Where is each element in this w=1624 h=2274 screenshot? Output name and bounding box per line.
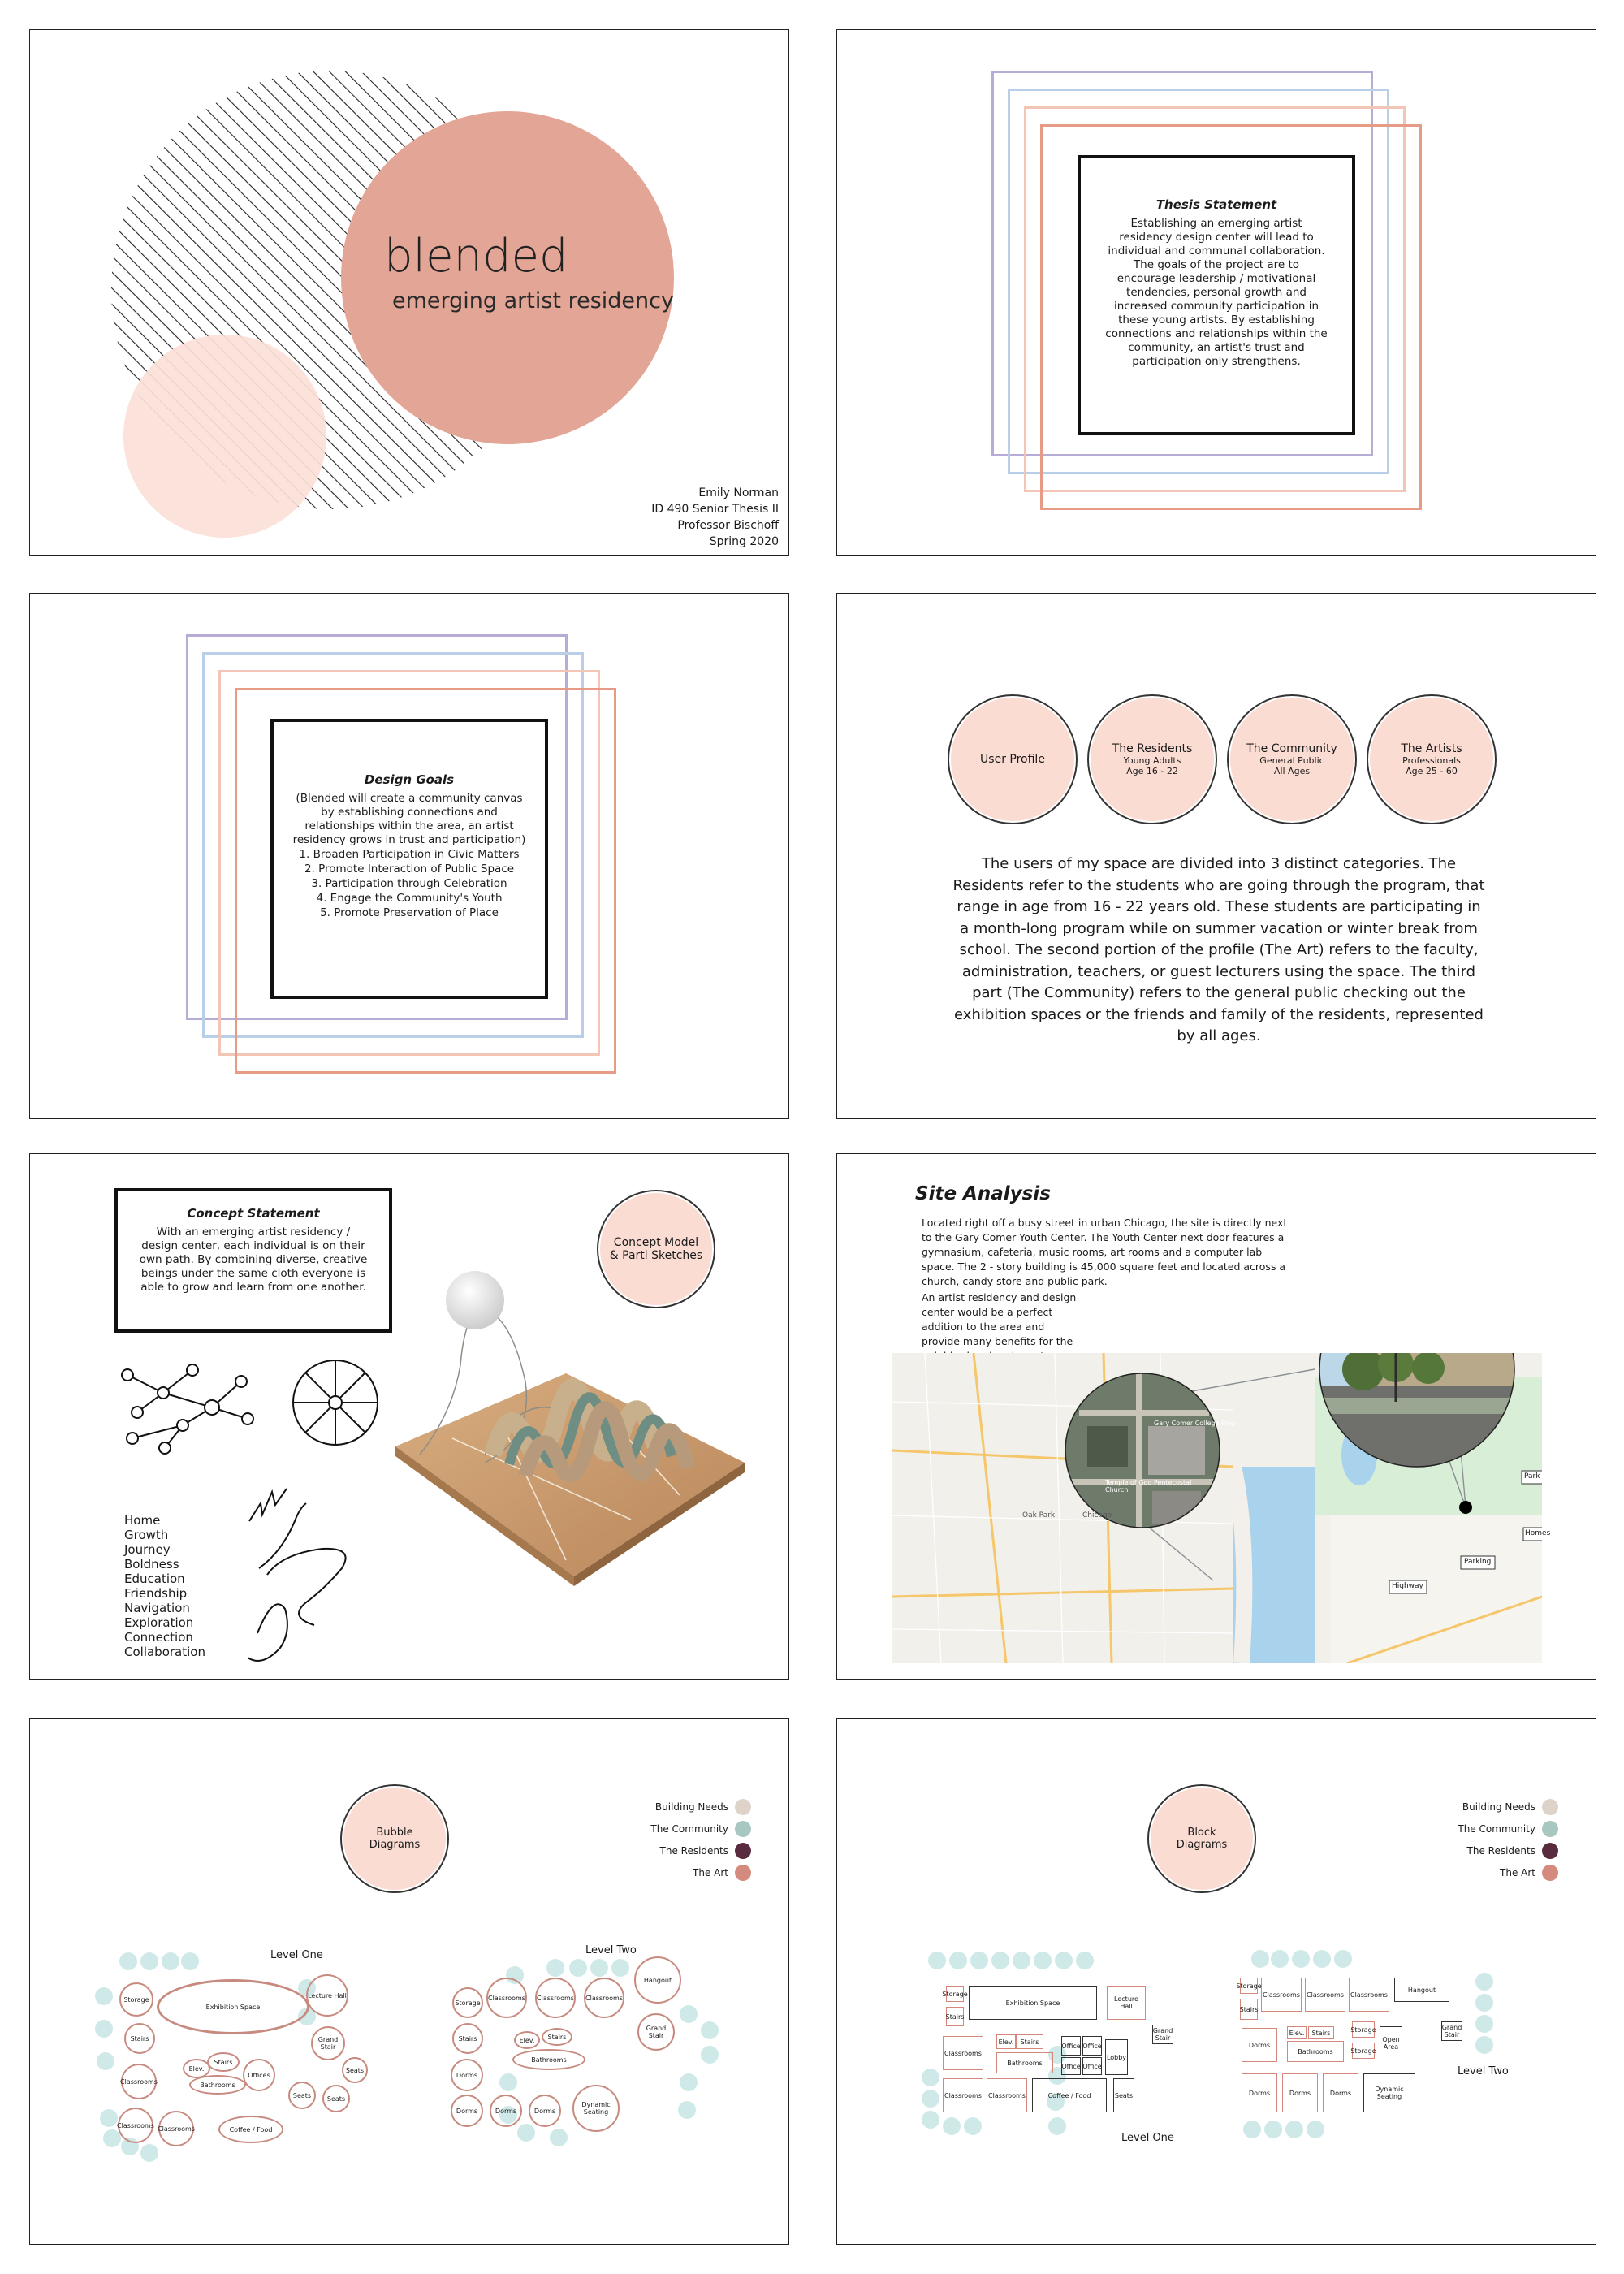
bubble2-bathrooms: Bathrooms (512, 2049, 585, 2070)
design-goals-heading: Design Goals (364, 772, 455, 787)
map-label-highway-text: Highway (1392, 1582, 1423, 1590)
block-seats: Seats (1113, 2078, 1134, 2112)
credit-author: Emily Norman (698, 486, 779, 499)
bubble2-dorms-4: Dorms (529, 2095, 561, 2127)
bubble-exhibition: Exhibition Space (157, 1979, 309, 2034)
legend-item: The Community (590, 1821, 751, 1837)
concept-word: Boldness (124, 1557, 179, 1571)
block-office-2: Office (1082, 2036, 1102, 2056)
bubble2-dynamic-seating: Dynamic Seating (572, 2085, 620, 2132)
bubble2-classrooms-1: Classrooms (486, 1978, 527, 2018)
design-goals-intro: (Blended will create a community canvas by establishing connections and relationships within the area, an artist residency grows in trust and participation) (292, 792, 526, 846)
residents-circle (1089, 696, 1216, 823)
page-subtitle: emerging artist residency (392, 288, 674, 313)
legend-item: The Art (1397, 1865, 1558, 1881)
site-body-1: Located right off a busy street in urban Chicago, the site is directly next to the Gary Comer Youth Center. The Youth Center next door features a gymnasium, cafeteria, music rooms, art rooms and a computer lab space. The 2 - story building is 45,000 square feet and located across a church, candy store and public park. (922, 1217, 1288, 1287)
legend-item: Building Needs (590, 1799, 751, 1815)
legend-swatch (1542, 1843, 1558, 1859)
block2-classrooms-1: Classrooms (1261, 1978, 1302, 2012)
block2-dorms-4: Dorms (1323, 2073, 1358, 2112)
bubble-classrooms-3: Classrooms (158, 2111, 194, 2146)
block2-classrooms-3: Classrooms (1349, 1978, 1389, 2012)
slide-site-analysis (836, 1153, 1596, 1680)
legend-swatch (735, 1821, 751, 1837)
concept-word: Collaboration (124, 1645, 205, 1659)
bubble-stairs-2: Stairs (207, 2052, 240, 2072)
block-stairs: Stairs (946, 2007, 964, 2026)
community-circle (1229, 696, 1355, 823)
bubble2-elev: Elev. (514, 2031, 540, 2049)
block2-classrooms-2: Classrooms (1305, 1978, 1345, 2012)
concept-word: Home (124, 1513, 161, 1528)
concept-word: Journey (124, 1542, 171, 1557)
bubble-classrooms-1: Classrooms (121, 2064, 157, 2099)
bubble-bathrooms: Bathrooms (189, 2075, 246, 2095)
bubble2-hangout: Hangout (634, 1956, 681, 2004)
slide-user-profile (836, 593, 1596, 1119)
slide-design-goals (29, 593, 789, 1119)
block-badge-l2: Diagrams (1176, 1839, 1228, 1851)
legend-swatch (735, 1799, 751, 1815)
aerial-label-church: Temple of God Pentecostal Church (1105, 1479, 1192, 1494)
user-profile-title: User Profile (980, 753, 1045, 766)
bubble-stairs: Stairs (124, 2023, 155, 2054)
bubble2-classrooms-3: Classrooms (584, 1978, 624, 2018)
legend-swatch (735, 1843, 751, 1859)
site-heading: Site Analysis (915, 1183, 1051, 1204)
thesis-heading: Thesis Statement (1155, 197, 1277, 212)
concept-word: Exploration (124, 1615, 194, 1630)
community-title: The Community (1246, 742, 1337, 755)
page-title: blended (384, 230, 568, 283)
block2-open-area: Open Area (1380, 2026, 1402, 2060)
block2-elev: Elev. (1287, 2026, 1307, 2039)
block-badge-l1: Block (1187, 1827, 1216, 1839)
legend-swatch (1542, 1821, 1558, 1837)
block2-storage-2: Storage (1352, 2021, 1375, 2038)
level-one-label: Level One (270, 1949, 323, 1961)
block2-dorms-2: Dorms (1242, 2073, 1277, 2112)
artists-title: The Artists (1401, 742, 1462, 755)
slide-block-diagrams (836, 1718, 1596, 2245)
block2-stairs: Stairs (1240, 1999, 1258, 2020)
concept-word: Growth (124, 1528, 169, 1542)
block2-hangout: Hangout (1394, 1978, 1449, 2002)
block-lobby: Lobby (1105, 2039, 1128, 2075)
concept-badge-l2: & Parti Sketches (609, 1249, 703, 1262)
block-coffee: Coffee / Food (1032, 2078, 1107, 2112)
map-label-chicago: Chicago (1082, 1511, 1112, 1520)
level-two-label: Level Two (1458, 2065, 1509, 2077)
goal-item: 2. Promote Interaction of Public Space (304, 862, 515, 875)
credit-course: ID 490 Senior Thesis II (651, 503, 779, 516)
bubble2-dorms-2: Dorms (451, 2095, 483, 2127)
block2-grand-stair: Grand Stair (1441, 2021, 1462, 2041)
community-sub1: General Public (1259, 755, 1324, 766)
map-label-homes-text: Homes (1525, 1529, 1551, 1537)
design-goals-list (288, 847, 530, 920)
bubble2-grand-stair: Grand Stair (637, 2013, 675, 2051)
bubble-seats-2: Seats (322, 2085, 350, 2112)
block-office-1: Office (1061, 2036, 1081, 2056)
user-profile-circle (949, 696, 1076, 823)
goal-item: 5. Promote Preservation of Place (320, 906, 499, 919)
block2-dynamic-seating: Dynamic Seating (1363, 2073, 1415, 2112)
bubble-badge-l1: Bubble (376, 1827, 413, 1839)
concept-word: Navigation (124, 1601, 190, 1615)
block2-bathrooms: Bathrooms (1287, 2041, 1344, 2062)
community-sub2: All Ages (1273, 766, 1311, 776)
bubble2-storage: Storage (452, 1987, 483, 2018)
concept-badge-l1: Concept Model (613, 1236, 699, 1249)
block-office-4: Office (1082, 2057, 1102, 2075)
credits (651, 485, 779, 550)
bubble-badge (342, 1786, 447, 1891)
block-office-3: Office (1061, 2057, 1081, 2075)
aerial-label-prep: Gary Comer College Prep (1154, 1420, 1236, 1427)
map-label-park-text: Park (1524, 1472, 1540, 1481)
bubble2-dorms-3: Dorms (490, 2095, 522, 2127)
block2-dorms-1: Dorms (1242, 2028, 1277, 2062)
goal-item: 3. Participation through Celebration (311, 877, 508, 890)
block-stairs-2: Stairs (1016, 2034, 1043, 2049)
artists-sub2: Age 25 - 60 (1406, 766, 1458, 776)
bubble-classrooms-2: Classrooms (118, 2108, 153, 2143)
block-badge (1149, 1786, 1255, 1891)
block-bathrooms: Bathrooms (996, 2052, 1053, 2073)
artists-sub1: Professionals (1402, 755, 1461, 766)
concept-body: With an emerging artist residency / design center, each individual is on their own path. By combining diverse, creative beings under the same cloth everyone is able to grow and learn from one another. (139, 1226, 368, 1294)
block2-storage-3: Storage (1352, 2043, 1375, 2059)
block-storage: Storage (946, 1986, 964, 2002)
block-classrooms-2: Classrooms (943, 2078, 983, 2112)
bubble2-dorms-1: Dorms (451, 2059, 483, 2091)
bubble2-stairs: Stairs (452, 2023, 483, 2054)
block-elev: Elev. (996, 2034, 1016, 2049)
concept-word-list (124, 1513, 205, 1659)
block-exhibition: Exhibition Space (969, 1986, 1097, 2020)
slide-thesis (836, 29, 1596, 556)
site-body-2: An artist residency and design center would be a perfect addition to the area and provide many benefits for the (922, 1291, 1077, 1347)
concept-word: Education (124, 1571, 185, 1586)
bubble-seats-1: Seats (288, 2082, 316, 2109)
bubble-seats-3: Seats (342, 2057, 368, 2083)
slide-concept (29, 1153, 789, 1680)
credit-professor: Professor Bischoff (677, 519, 779, 532)
bubble-coffee: Coffee / Food (218, 2116, 283, 2143)
bubble-elev: Elev. (183, 2059, 210, 2078)
goal-item: 4. Engage the Community's Youth (316, 892, 503, 905)
goal-item: 1. Broaden Participation in Civic Matters (299, 848, 520, 861)
level-two-label: Level Two (585, 1944, 637, 1956)
block2-dorms-3: Dorms (1282, 2073, 1318, 2112)
bubble2-classrooms-2: Classrooms (535, 1978, 576, 2018)
legend-swatch (735, 1865, 751, 1881)
design-goals-box (270, 719, 548, 999)
block2-storage: Storage (1240, 1978, 1258, 1994)
concept-word: Friendship (124, 1586, 188, 1601)
thesis-box (1078, 155, 1355, 435)
map-label-parking-text: Parking (1464, 1558, 1492, 1566)
legend-item: Building Needs (1397, 1799, 1558, 1815)
map-label-oak-park: Oak Park (1022, 1511, 1056, 1520)
bubble-offices: Offices (243, 2059, 275, 2091)
user-profile-body: The users of my space are divided into 3 distinct categories. The Residents refer to the students who are going through the program, that range in age from 16 - 22 years old. These students are participating in a month-long program while on summer vacation or winter break from school. The second portion of the profile (The Art) refers to the faculty, administration, teachers, or guest lecturers using the space. The third part (The Community) refers to the general public checking out the exhibition spaces or the friends and family of the residents, represented by all ages. (952, 855, 1485, 1044)
slide-bubble-diagrams (29, 1718, 789, 2245)
concept-word: Connection (124, 1630, 193, 1645)
residents-sub1: Young Adults (1123, 755, 1181, 766)
level-one-label: Level One (1121, 2132, 1174, 2144)
legend-item: The Residents (1397, 1843, 1558, 1859)
block-lecture: Lecture Hall (1107, 1986, 1146, 2020)
legend-swatch (1542, 1865, 1558, 1881)
residents-title: The Residents (1112, 742, 1193, 755)
legend-swatch (1542, 1799, 1558, 1815)
bubble2-stairs-2: Stairs (542, 2028, 572, 2046)
bubble-grand-stair: Grand Stair (311, 2026, 345, 2060)
block-grand-stair: Grand Stair (1152, 2025, 1173, 2044)
thesis-body: Establishing an emerging artist residency design center will lead to individual and communal collaboration. The goals of the project are to encourage leadership / motivational tendencies, personal growth and increased community participation in these young artists. By establishing connections and relationships within the community, an artist's trust and participation only strengthens. (1105, 217, 1328, 368)
bubble-storage: Storage (119, 1982, 153, 2017)
concept-model-image (387, 1252, 753, 1625)
slide-title (29, 29, 789, 556)
site-map (892, 1353, 1542, 1663)
artists-circle (1368, 696, 1495, 823)
bubble-lecture: Lecture Hall (306, 1974, 348, 2017)
legend-item: The Art (590, 1865, 751, 1881)
credit-term: Spring 2020 (709, 535, 779, 548)
concept-box (114, 1188, 392, 1333)
legend-item: The Community (1397, 1821, 1558, 1837)
block-classrooms-1: Classrooms (943, 2036, 983, 2070)
block2-stairs-2: Stairs (1308, 2026, 1334, 2039)
bubble-badge-l2: Diagrams (369, 1839, 421, 1851)
block-classrooms-3: Classrooms (987, 2078, 1027, 2112)
legend-item: The Residents (590, 1843, 751, 1859)
residents-sub2: Age 16 - 22 (1126, 766, 1178, 776)
concept-heading: Concept Statement (187, 1206, 320, 1221)
